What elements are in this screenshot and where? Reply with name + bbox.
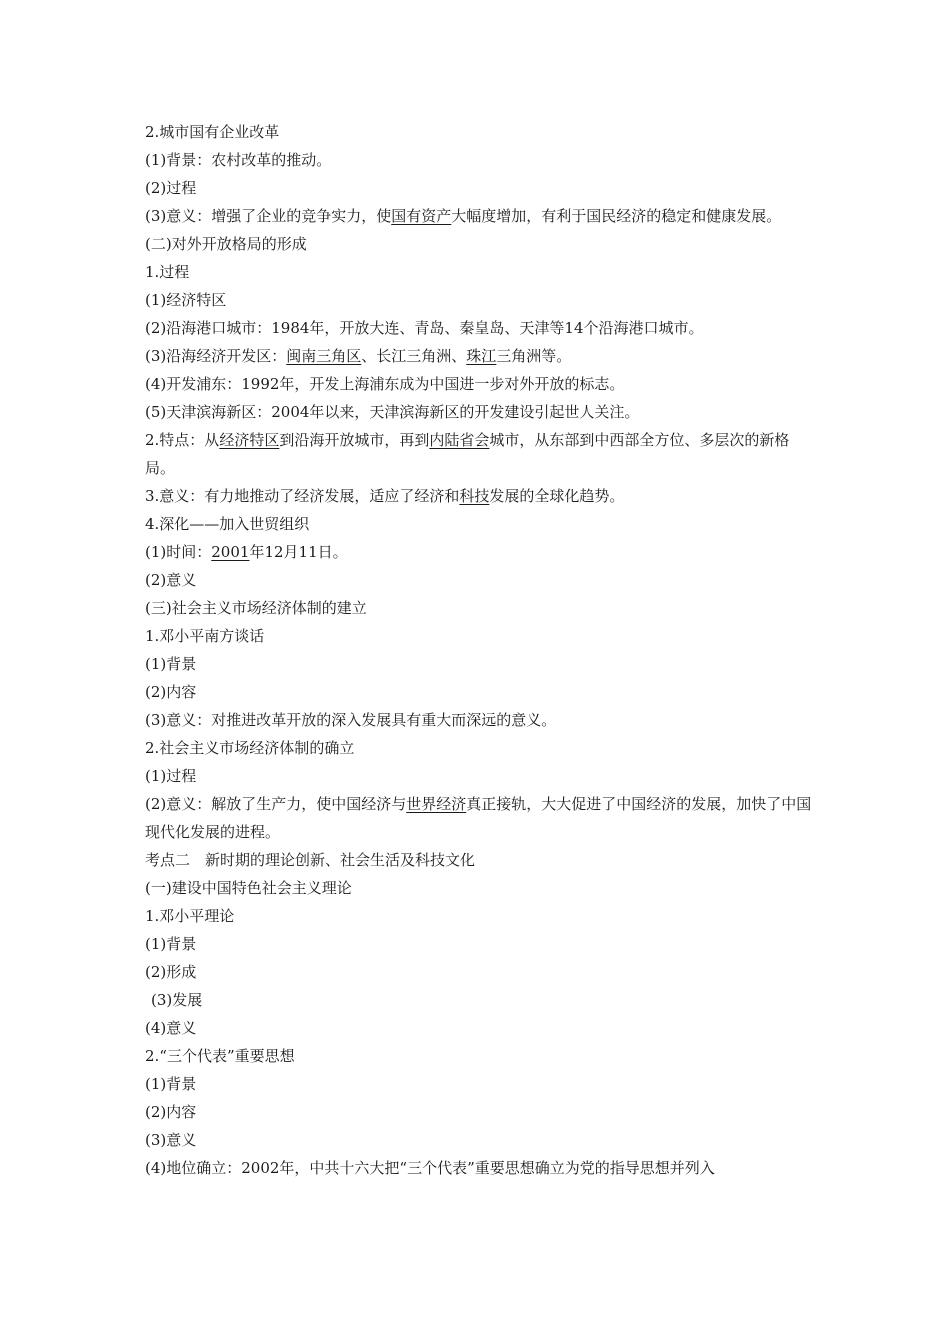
text-line (145, 1126, 815, 1154)
text-line (145, 762, 815, 790)
text-line (145, 874, 815, 902)
text-line (145, 986, 815, 1014)
text-segment: (2)形成 (145, 963, 197, 981)
text-segment: (1)背景 (145, 655, 197, 673)
text-segment: (3)意义：对推进改革开放的深入发展具有重大而深远的意义。 (145, 711, 557, 729)
text-segment: (2)意义 (145, 571, 197, 589)
text-segment: (1)经济特区 (145, 291, 227, 309)
text-segment: (1)背景 (145, 935, 197, 953)
text-segment: 1.邓小平南方谈话 (145, 627, 265, 645)
text-segment: (3)意义：增强了企业的竞争实力，使 (145, 207, 392, 225)
text-line (145, 146, 815, 174)
text-line (145, 930, 815, 958)
text-line (145, 790, 815, 846)
text-line (145, 902, 815, 930)
text-line (145, 1098, 815, 1126)
text-line (145, 426, 815, 482)
text-line (145, 1014, 815, 1042)
text-segment: 大幅度增加，有利于国民经济的稳定和健康发展。 (451, 207, 782, 225)
text-line (145, 622, 815, 650)
text-segment: 考点二 新时期的理论创新、社会生活及科技文化 (145, 851, 476, 869)
underlined-term: 闽南三角区 (286, 347, 362, 365)
text-segment: (2)沿海港口城市：1984年，开放大连、青岛、秦皇岛、天津等14个沿海港口城市。 (145, 319, 704, 337)
text-segment: 2.特点：从 (145, 431, 220, 449)
text-segment: (4)意义 (145, 1019, 197, 1037)
text-line (145, 958, 815, 986)
underlined-term: 内陆省会 (429, 431, 490, 449)
text-line (145, 1154, 815, 1182)
text-segment: 3.意义：有力地推动了经济发展，适应了经济和 (145, 487, 460, 505)
text-segment: 三角洲等。 (496, 347, 572, 365)
text-segment: 城市，从东部到中西部全方位、多层次的新格局。 (145, 431, 790, 477)
text-line (145, 342, 815, 370)
text-segment: (2)过程 (145, 179, 197, 197)
text-segment: (三)社会主义市场经济体制的建立 (145, 599, 367, 617)
text-line (145, 706, 815, 734)
text-segment: (二)对外开放格局的形成 (145, 235, 307, 253)
text-line (145, 286, 815, 314)
text-line (145, 258, 815, 286)
underlined-term: 2001 (211, 543, 250, 561)
underlined-term: 珠江 (466, 347, 497, 365)
text-segment: (1)时间： (145, 543, 212, 561)
underlined-term: 国有资产 (391, 207, 452, 225)
text-line (145, 1042, 815, 1070)
text-line (145, 174, 815, 202)
text-segment: 1.邓小平理论 (145, 907, 235, 925)
text-segment: 1.过程 (145, 263, 190, 281)
text-segment: 真正接轨，大大促进了中国经济的发展，加快了中国现代化发展的进程。 (145, 795, 812, 841)
text-segment: (2)内容 (145, 683, 197, 701)
text-segment: 2.城市国有企业改革 (145, 123, 280, 141)
text-line (145, 314, 815, 342)
text-segment: (3)发展 (151, 991, 203, 1009)
text-line (145, 678, 815, 706)
underlined-term: 经济特区 (219, 431, 280, 449)
underlined-term: 世界经济 (406, 795, 467, 813)
text-line (145, 230, 815, 258)
text-segment: 2.“三个代表”重要思想 (145, 1047, 295, 1065)
text-line (145, 650, 815, 678)
text-segment: (1)过程 (145, 767, 197, 785)
text-segment: 2.社会主义市场经济体制的确立 (145, 739, 355, 757)
text-segment: 发展的全球化趋势。 (489, 487, 625, 505)
document-page (145, 118, 815, 1182)
text-line (145, 202, 815, 230)
text-segment: (一)建设中国特色社会主义理论 (145, 879, 352, 897)
text-line (145, 510, 815, 538)
text-line (145, 118, 815, 146)
text-segment: (2)意义：解放了生产力，使中国经济与 (145, 795, 407, 813)
text-segment: (5)天津滨海新区：2004年以来，天津滨海新区的开发建设引起世人关注。 (145, 403, 640, 421)
underlined-term: 科技 (459, 487, 490, 505)
text-line (145, 566, 815, 594)
text-line (145, 398, 815, 426)
text-segment: 到沿海开放城市，再到 (279, 431, 430, 449)
text-line (145, 538, 815, 566)
text-segment: (3)意义 (145, 1131, 197, 1149)
text-segment: (4)开发浦东：1992年，开发上海浦东成为中国进一步对外开放的标志。 (145, 375, 625, 393)
text-line (145, 846, 815, 874)
text-segment: (1)背景：农村改革的推动。 (145, 151, 332, 169)
text-line (145, 1070, 815, 1098)
text-segment: (1)背景 (145, 1075, 197, 1093)
text-segment: (2)内容 (145, 1103, 197, 1121)
text-line (145, 482, 815, 510)
text-line (145, 370, 815, 398)
text-segment: (3)沿海经济开发区： (145, 347, 287, 365)
text-line (145, 734, 815, 762)
text-segment: 4.深化——加入世贸组织 (145, 515, 310, 533)
text-segment: 年12月11日。 (249, 543, 348, 561)
text-segment: 、长江三角洲、 (361, 347, 467, 365)
text-line (145, 594, 815, 622)
text-segment: (4)地位确立：2002年，中共十六大把“三个代表”重要思想确立为党的指导思想并列入 (145, 1159, 715, 1177)
